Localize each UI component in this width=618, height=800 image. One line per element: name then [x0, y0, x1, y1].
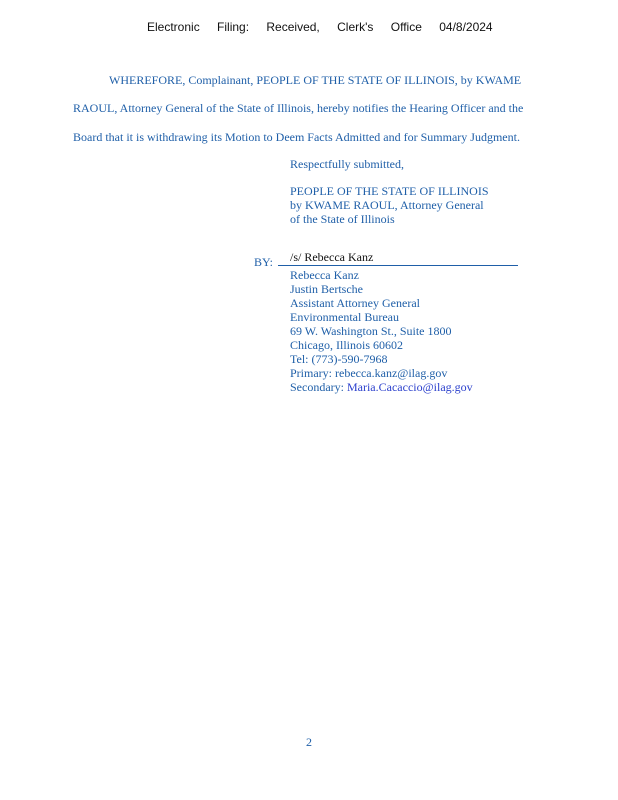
address-street: 69 W. Washington St., Suite 1800 [290, 324, 452, 338]
party-line: PEOPLE OF THE STATE OF ILLINOIS [290, 184, 489, 198]
secondary-label: Secondary: [290, 380, 347, 394]
body-line-2: RAOUL, Attorney General of the State of Illinois, hereby notifies the Hearing Officer and the [73, 101, 524, 115]
primary-email: Primary: rebecca.kanz@ilag.gov [290, 366, 448, 380]
party-line: of the State of Illinois [290, 212, 395, 226]
party-line: by KWAME RAOUL, Attorney General [290, 198, 484, 212]
electronic-signature: /s/ Rebecca Kanz [290, 250, 374, 264]
respectfully-submitted: Respectfully submitted, [290, 157, 404, 171]
telephone: Tel: (773)-590-7968 [290, 352, 388, 366]
body-line-1: WHEREFORE, Complainant, PEOPLE OF THE STATE OF ILLINOIS, by KWAME [109, 73, 522, 87]
header-date: 04/8/2024 [439, 20, 493, 34]
header-office: Office [390, 20, 422, 34]
header-received: Received, [266, 20, 320, 34]
header-electronic: Electronic [147, 20, 200, 34]
secondary-email-line [290, 380, 473, 394]
secondary-email: Maria.Cacaccio@ilag.gov [346, 380, 473, 394]
body-line-3: Board that it is withdrawing its Motion to Deem Facts Admitted and for Summary Judgment. [73, 130, 520, 144]
signer-name: Rebecca Kanz [290, 268, 359, 282]
party-block [290, 184, 489, 226]
signer-title: Assistant Attorney General [290, 296, 420, 310]
header-clerks: Clerk's [337, 20, 374, 34]
header-filing: Filing: [217, 20, 250, 34]
bureau: Environmental Bureau [290, 310, 399, 324]
by-label: BY: [254, 255, 273, 269]
page-number: 2 [306, 735, 312, 749]
signer-name: Justin Bertsche [290, 282, 363, 296]
filing-stamp-header [147, 20, 507, 34]
signature-block [290, 268, 473, 394]
signature-line [278, 265, 518, 266]
address-city: Chicago, Illinois 60602 [290, 338, 403, 352]
